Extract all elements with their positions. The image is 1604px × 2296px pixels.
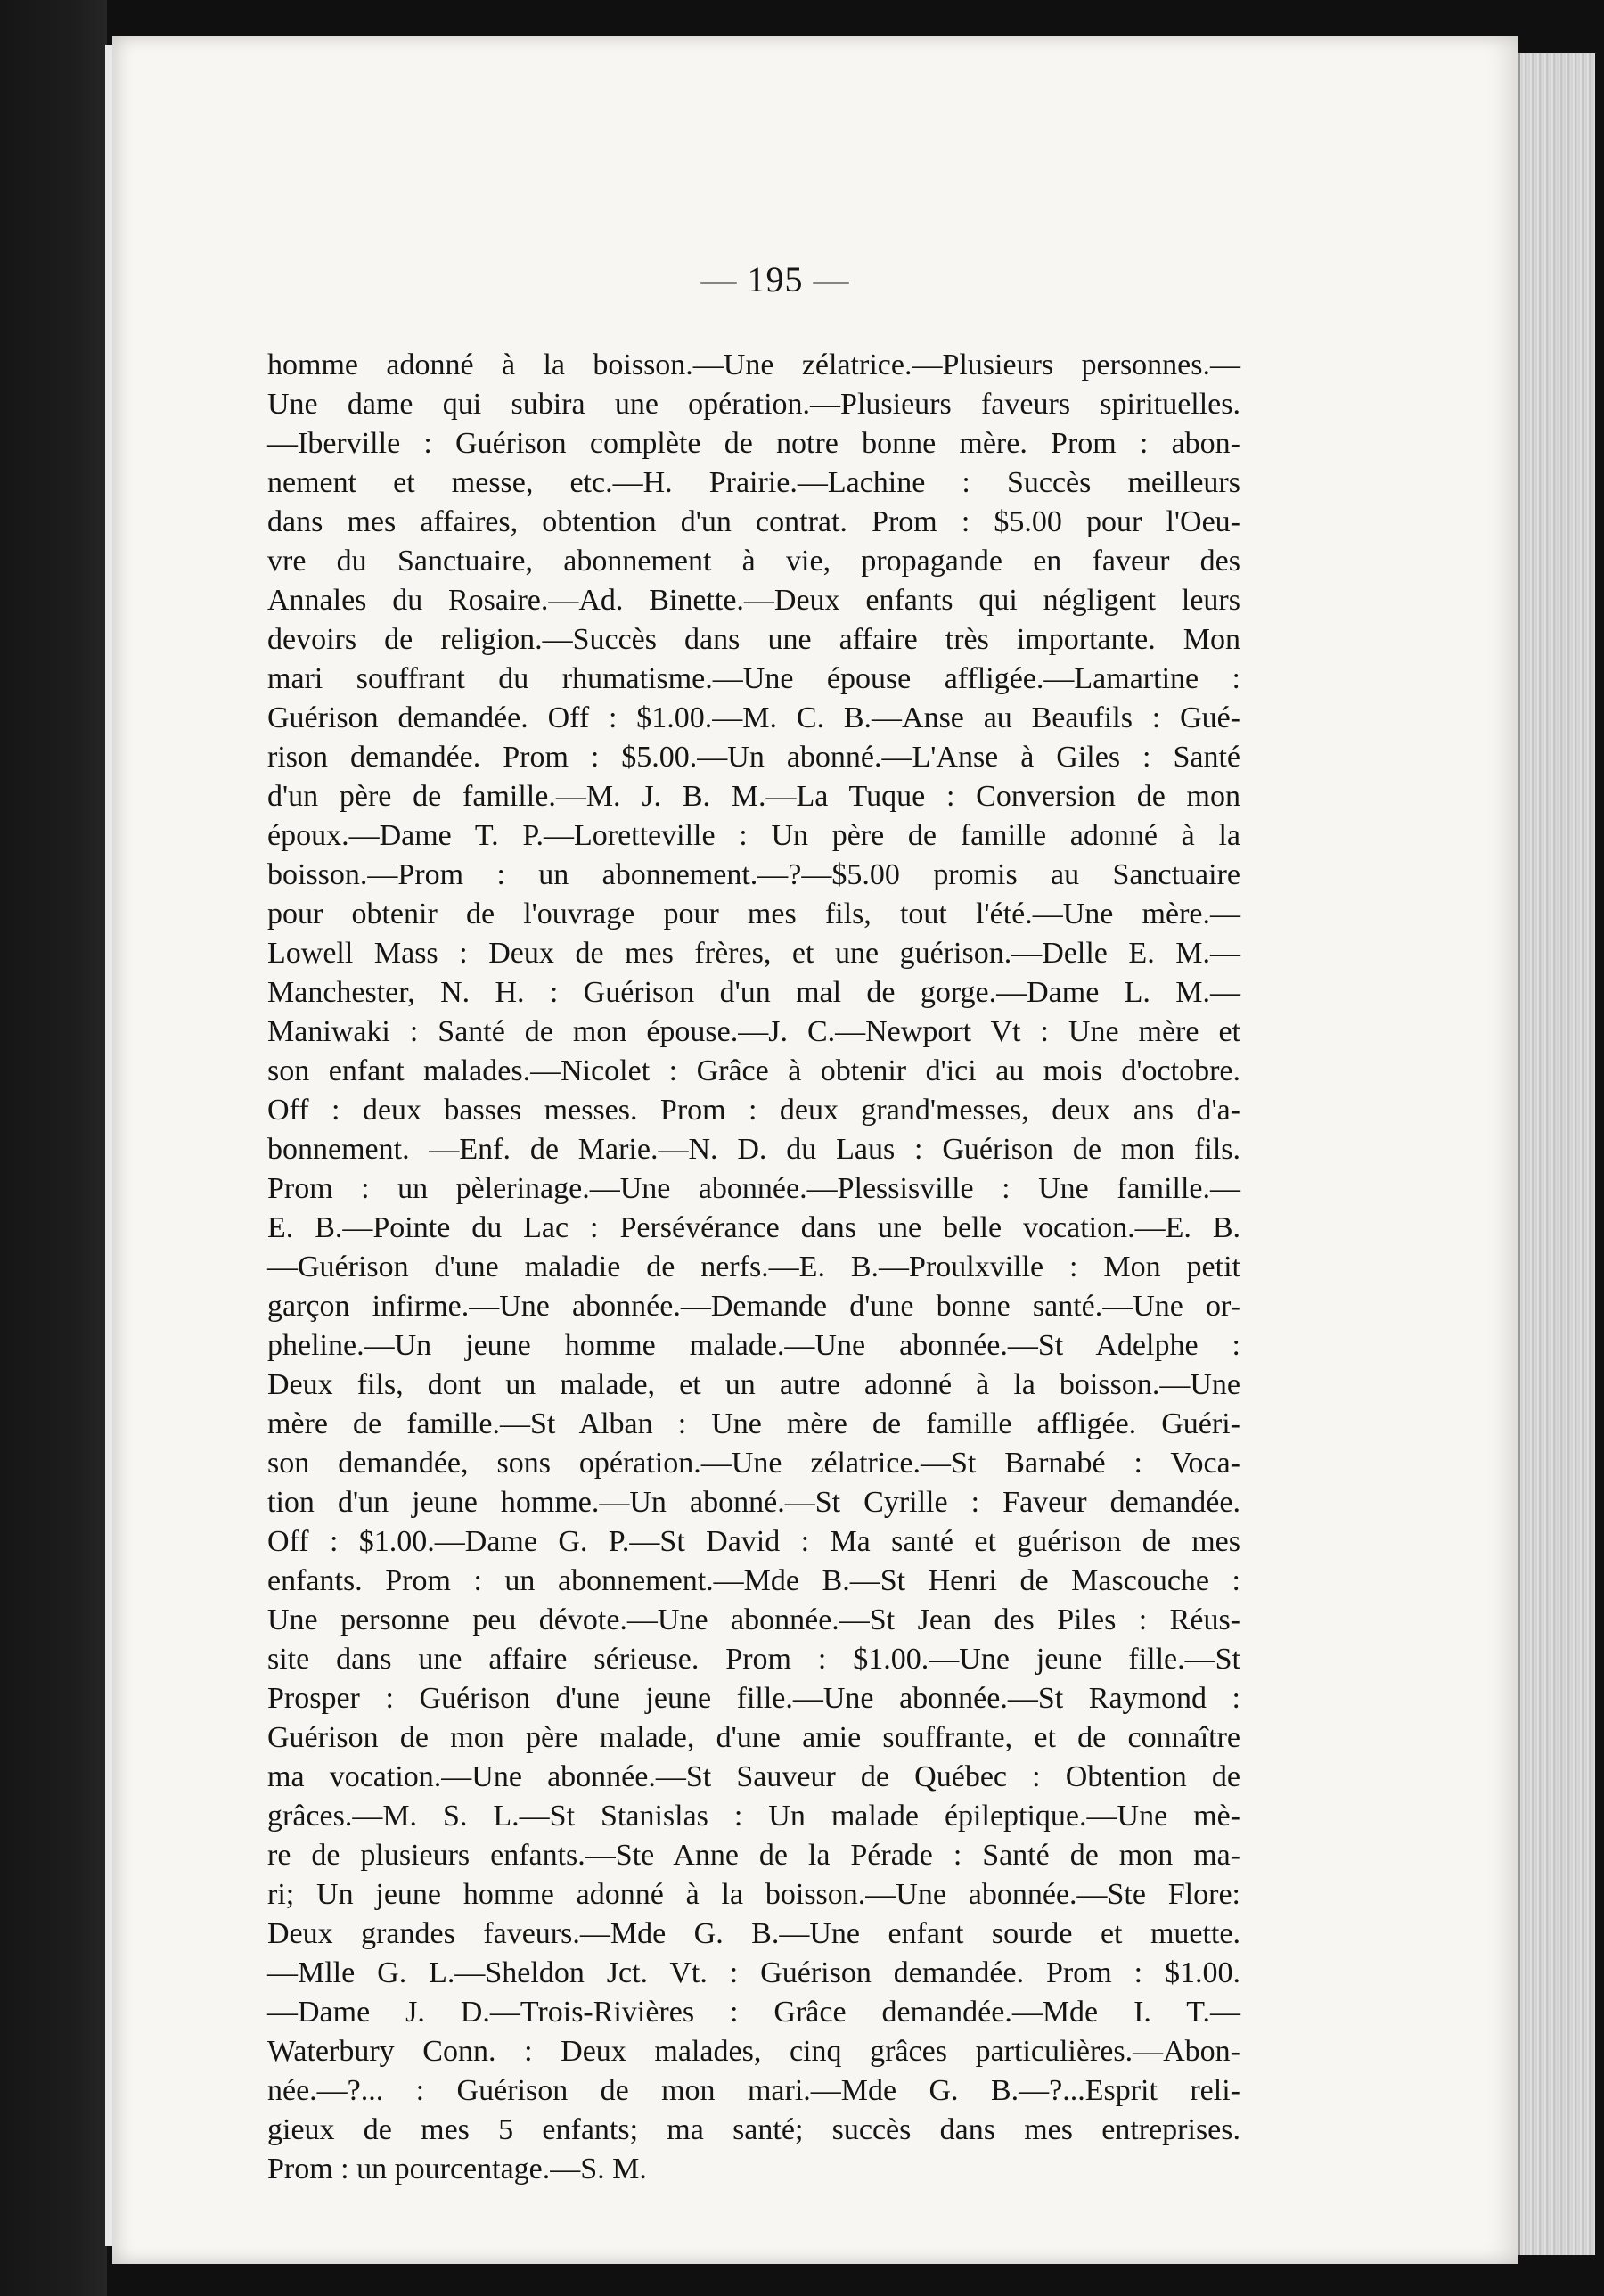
text-line: Prosper : Guérison d'une jeune fille.—Une abonnée.—St Raymond :: [267, 1682, 1240, 1715]
text-line: Manchester, N. H. : Guérison d'un mal de gorge.—Dame L. M.—: [267, 976, 1240, 1009]
text-line: —Dame J. D.—Trois-Rivières : Grâce demandée.—Mde I. T.—: [267, 1996, 1240, 2029]
text-line: site dans une affaire sérieuse. Prom : $1.00.—Une jeune fille.—St: [267, 1643, 1240, 1676]
text-line: pour obtenir de l'ouvrage pour mes fils, tout l'été.—Une mère.—: [267, 898, 1240, 931]
text-line: d'un père de famille.—M. J. B. M.—La Tuque : Conversion de mon: [267, 780, 1240, 813]
text-line: Off : $1.00.—Dame G. P.—St David : Ma santé et guérison de mes: [267, 1525, 1240, 1558]
text-line: E. B.—Pointe du Lac : Persévérance dans une belle vocation.—E. B.: [267, 1211, 1240, 1244]
text-line: Deux grandes faveurs.—Mde G. B.—Une enfant sourde et muette.: [267, 1917, 1240, 1950]
text-line: née.—?... : Guérison de mon mari.—Mde G. B.—?...Esprit reli-: [267, 2074, 1240, 2107]
text-line: pheline.—Un jeune homme malade.—Une abonnée.—St Adelphe :: [267, 1329, 1240, 1362]
text-line: devoirs de religion.—Succès dans une affaire très importante. Mon: [267, 623, 1240, 656]
text-line: Maniwaki : Santé de mon épouse.—J. C.—Newport Vt : Une mère et: [267, 1015, 1240, 1048]
text-line: nement et messe, etc.—H. Prairie.—Lachine : Succès meilleurs: [267, 466, 1240, 499]
text-line: dans mes affaires, obtention d'un contrat. Prom : $5.00 pour l'Oeu-: [267, 505, 1240, 538]
text-line: grâces.—M. S. L.—St Stanislas : Un malade épileptique.—Une mè-: [267, 1800, 1240, 1833]
text-line: vre du Sanctuaire, abonnement à vie, propagande en faveur des: [267, 545, 1240, 578]
text-line: garçon infirme.—Une abonnée.—Demande d'une bonne santé.—Une or-: [267, 1290, 1240, 1323]
text-line: Deux fils, dont un malade, et un autre adonné à la boisson.—Une: [267, 1368, 1240, 1401]
text-line: Une dame qui subira une opération.—Plusieurs faveurs spirituelles.: [267, 388, 1240, 421]
text-line: homme adonné à la boisson.—Une zélatrice.—Plusieurs personnes.—: [267, 348, 1240, 381]
text-line: re de plusieurs enfants.—Ste Anne de la Pérade : Santé de mon ma-: [267, 1839, 1240, 1872]
text-line: époux.—Dame T. P.—Loretteville : Un père de famille adonné à la: [267, 819, 1240, 852]
text-line: Annales du Rosaire.—Ad. Binette.—Deux enfants qui négligent leurs: [267, 584, 1240, 617]
text-line: ri; Un jeune homme adonné à la boisson.—Une abonnée.—Ste Flore:: [267, 1878, 1240, 1911]
text-line: gieux de mes 5 enfants; ma santé; succès dans mes entreprises.: [267, 2113, 1240, 2146]
text-line: mère de famille.—St Alban : Une mère de famille affligée. Guéri-: [267, 1407, 1240, 1440]
text-line: —Guérison d'une maladie de nerfs.—E. B.—Proulxville : Mon petit: [267, 1250, 1240, 1283]
text-line: Une personne peu dévote.—Une abonnée.—St Jean des Piles : Réus-: [267, 1603, 1240, 1636]
text-line: tion d'un jeune homme.—Un abonné.—St Cyrille : Faveur demandée.: [267, 1486, 1240, 1519]
text-line: Prom : un pèlerinage.—Une abonnée.—Plessisville : Une famille.—: [267, 1172, 1240, 1205]
text-line: —Mlle G. L.—Sheldon Jct. Vt. : Guérison demandée. Prom : $1.00.: [267, 1956, 1240, 1989]
page-number: — 195 —: [700, 259, 850, 299]
text-line: mari souffrant du rhumatisme.—Une épouse affligée.—Lamartine :: [267, 662, 1240, 695]
text-line: Prom : un pourcentage.—S. M.: [267, 2152, 647, 2185]
text-line: Lowell Mass : Deux de mes frères, et une guérison.—Delle E. M.—: [267, 937, 1240, 970]
text-line: boisson.—Prom : un abonnement.—?—$5.00 promis au Sanctuaire: [267, 858, 1240, 891]
body-text: [267, 346, 1240, 2189]
text-line: rison demandée. Prom : $5.00.—Un abonné.—L'Anse à Giles : Santé: [267, 741, 1240, 774]
text-line: Waterbury Conn. : Deux malades, cinq grâces particulières.—Abon-: [267, 2035, 1240, 2068]
text-line: Off : deux basses messes. Prom : deux grand'messes, deux ans d'a-: [267, 1094, 1240, 1127]
text-line: enfants. Prom : un abonnement.—Mde B.—St Henri de Mascouche :: [267, 1564, 1240, 1597]
text-line: bonnement. —Enf. de Marie.—N. D. du Laus : Guérison de mon fils.: [267, 1133, 1240, 1166]
text-line: Guérison de mon père malade, d'une amie souffrante, et de connaître: [267, 1721, 1240, 1754]
text-line: Guérison demandée. Off : $1.00.—M. C. B.—Anse au Beaufils : Gué-: [267, 701, 1240, 734]
text-line: —Iberville : Guérison complète de notre bonne mère. Prom : abon-: [267, 427, 1240, 460]
page-stack-edge: [1518, 53, 1595, 2255]
facing-page-edge: [0, 0, 107, 2296]
text-line: son enfant malades.—Nicolet : Grâce à obtenir d'ici au mois d'octobre.: [267, 1054, 1240, 1087]
text-line: ma vocation.—Une abonnée.—St Sauveur de Québec : Obtention de: [267, 1760, 1240, 1793]
text-line: son demandée, sons opération.—Une zélatrice.—St Barnabé : Voca-: [267, 1447, 1240, 1480]
